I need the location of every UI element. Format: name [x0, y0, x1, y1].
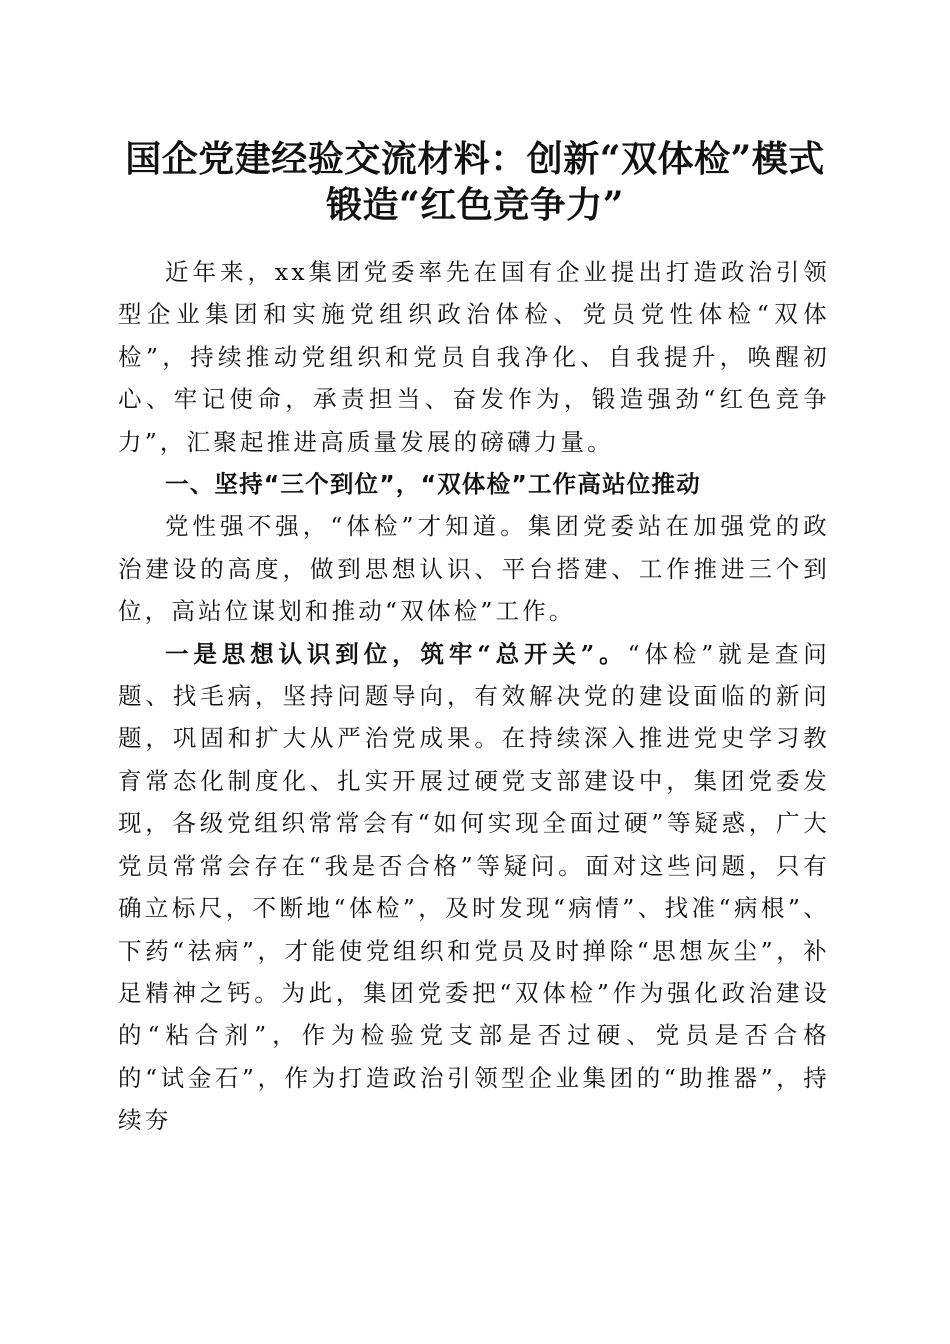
- section-1-heading: 一、坚持“三个到位”，“双体检”工作高站位推动: [165, 470, 701, 499]
- document-body: [118, 251, 830, 1142]
- title-line-2: 锻造“红色竞争力”: [326, 184, 624, 226]
- point-1-text: “体检”就是查问题、找毛病，坚持问题导向，有效解决党的建设面临的新问题，巩固和扩大从严治党成果。在持续深入推进党史学习教育常态化制度化、扎实开展过硬党支部建设中，集团党委发现，各级党组织常常会有“如何实现全面过硬”等疑惑，广大党员常常会存在“我是否合格”等疑问。面对这些问题，只有确立标尺，不断地“体检”，及时发现“病情”、找准“病根”、下药“祛病”，才能使党组织和党员及时掸除“思想灰尘”，补足精神之钙。为此，集团党委把“双体检”作为强化政治建设的“粘合剂”，作为检验党支部是否过硬、党员是否合格的“试金石”，作为打造政治引领型企业集团的“助推器”，持续夯: [118, 639, 830, 1135]
- point-1-paragraph: [118, 633, 830, 1142]
- section-1-paragraph: 党性强不强，“体检”才知道。集团党委站在加强党的政治建设的高度，做到思想认识、平台搭建、工作推进三个到位，高站位谋划和推动“双体检”工作。: [118, 512, 830, 626]
- document-title: [80, 136, 870, 228]
- intro-paragraph: 近年来，xx集团党委率先在国有企业提出打造政治引领型企业集团和实施党组织政治体检、党员党性体检“双体检”，持续推动党组织和党员自我净化、自我提升，唤醒初心、牢记使命，承责担当、奋发作为，锻造强劲“红色竞争力”，汇聚起推进高质量发展的磅礴力量。: [118, 258, 830, 456]
- point-1-lead: 一是思想认识到位，筑牢“总开关”。: [165, 639, 628, 668]
- title-line-1: 国企党建经验交流材料：创新“双体检”模式: [125, 138, 825, 180]
